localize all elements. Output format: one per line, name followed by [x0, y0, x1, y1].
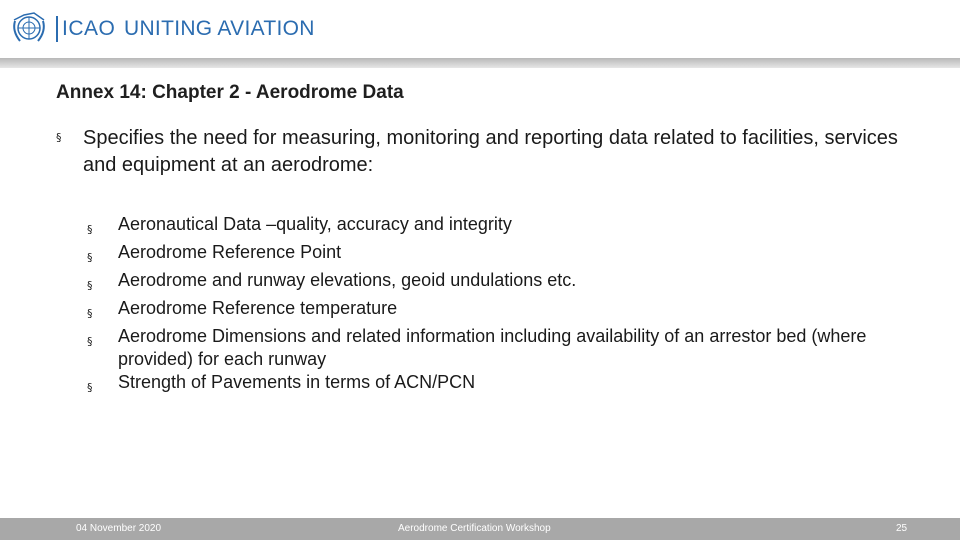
- slide-title: Annex 14: Chapter 2 - Aerodrome Data: [56, 82, 404, 103]
- main-bullet-text: Specifies the need for measuring, monitoring and reporting data related to facilities, services and equipment at an aerodrome:: [83, 127, 898, 176]
- bullet-icon: §: [87, 335, 93, 348]
- header-divider: [0, 58, 960, 68]
- page-number: 25: [896, 523, 908, 534]
- bullet-icon: §: [87, 251, 93, 264]
- list-item-text: Aerodrome Reference Point: [118, 242, 342, 262]
- list-item-text: Strength of Pavements in terms of ACN/PCN: [118, 372, 476, 392]
- list-item-text: Aerodrome Reference temperature: [118, 298, 398, 318]
- list-item: [87, 297, 918, 320]
- org-name: ICAO: [62, 17, 116, 40]
- footer-title: Aerodrome Certification Workshop: [398, 523, 551, 534]
- slide-header: [0, 0, 960, 58]
- sub-bullet-list: [87, 213, 918, 399]
- bullet-icon: §: [87, 223, 93, 236]
- list-item: [87, 325, 918, 371]
- list-item-text: Aerodrome Dimensions and related information including availability of an arrestor bed (where provided) for each runway: [118, 326, 867, 369]
- list-item: [87, 269, 918, 292]
- footer-date: 04 November 2020: [76, 523, 162, 534]
- un-wreath-emblem-icon: [10, 11, 48, 47]
- bullet-icon: §: [87, 381, 93, 394]
- list-item: [87, 213, 918, 236]
- bullet-icon: §: [87, 279, 93, 292]
- bullet-icon: §: [87, 307, 93, 320]
- logo-separator: [56, 16, 58, 42]
- bullet-icon: §: [56, 131, 62, 144]
- tagline: UNITING AVIATION: [124, 17, 315, 40]
- slide-footer: [0, 518, 960, 540]
- list-item-text: Aeronautical Data –quality, accuracy and integrity: [118, 214, 512, 234]
- list-item-text: Aerodrome and runway elevations, geoid undulations etc.: [118, 270, 577, 290]
- list-item: [87, 371, 918, 394]
- list-item: [87, 241, 918, 264]
